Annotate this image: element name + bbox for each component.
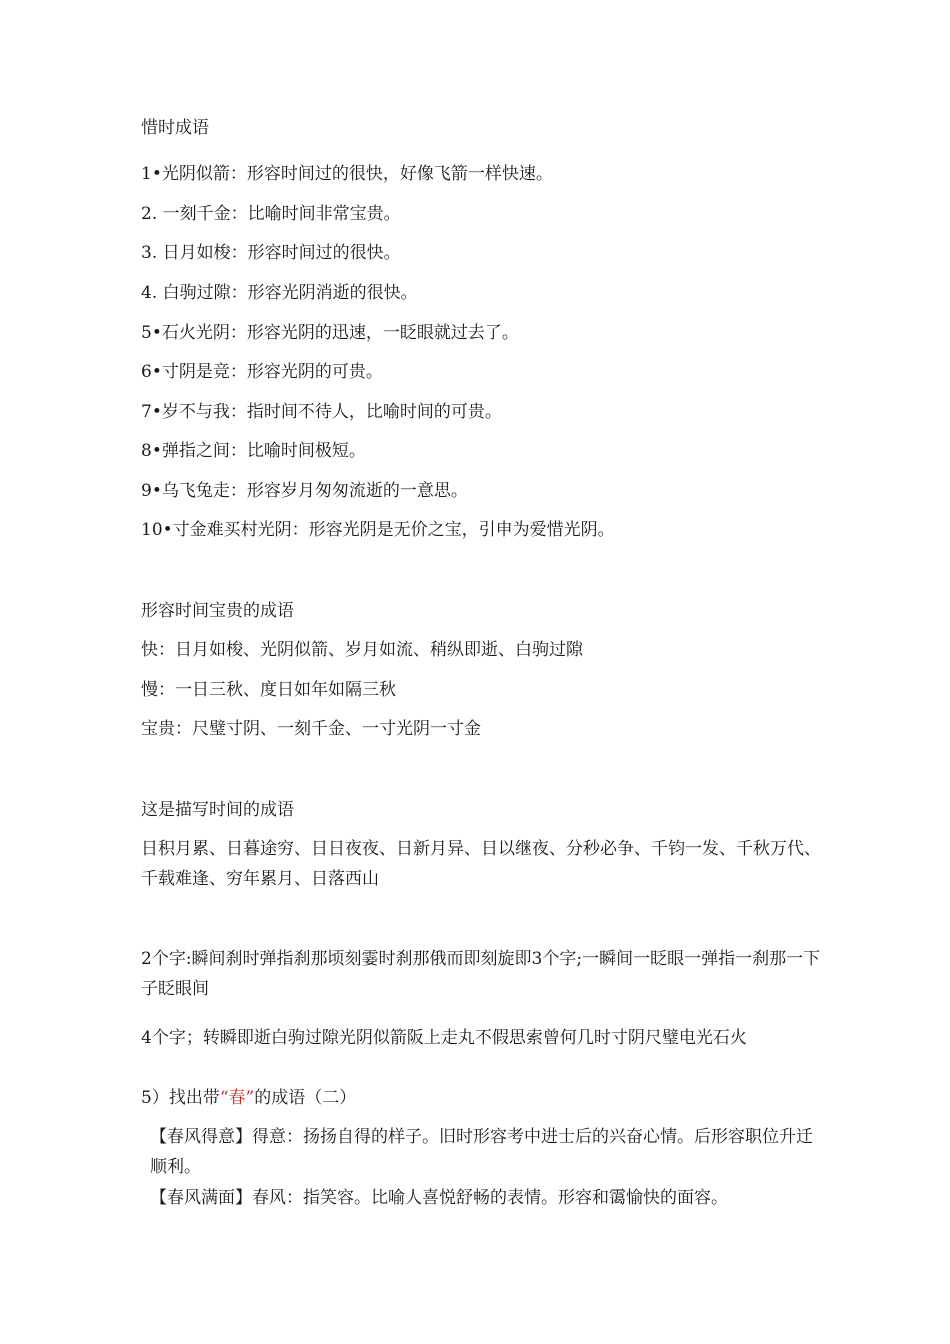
list-item: 5•石火光阴：形容光阴的迅速，一眨眼就过去了。 xyxy=(141,323,519,343)
section-title-describe-time: 这是描写时间的成语 xyxy=(141,800,294,820)
list-item: 快：日月如梭、光阴似箭、岁月如流、稍纵即逝、白驹过隙 xyxy=(141,640,583,660)
list-item: 8•弹指之间：比喻时间极短。 xyxy=(141,441,366,461)
word-list-paragraph: 2个字:瞬间刹时弹指刹那顷刻霎时刹那俄而即刻旋即3个字;一瞬间一眨眼一弹指一刹那一下子眨眼间 xyxy=(141,949,821,999)
section-title-spring-idioms xyxy=(141,1085,821,1111)
word-list-paragraph: 4个字；转瞬即逝白驹过隙光阴似箭阪上走丸不假思索曾何几时寸阴尺璧电光石火 xyxy=(141,1028,747,1048)
list-item: 9•乌飞兔走：形容岁月匆匆流逝的一意思。 xyxy=(141,481,468,501)
list-item: 慢：一日三秋、度日如年如隔三秋 xyxy=(141,680,396,700)
list-item: 10•寸金难买村光阴：形容光阴是无价之宝，引申为爱惜光阴。 xyxy=(141,520,615,540)
highlight-word: “春” xyxy=(219,1088,255,1108)
title-suffix: 的成语（二） xyxy=(254,1088,357,1108)
section-title-precious-time: 形容时间宝贵的成语 xyxy=(141,601,294,621)
idiom-entry: 【春风得意】得意：扬扬自得的样子。旧时形容考中进士后的兴奋心情。后形容职位升迁顺利。 xyxy=(150,1127,813,1177)
title-prefix: 5）找出带 xyxy=(141,1088,220,1108)
idiom-paragraph: 日积月累、日暮途穷、日日夜夜、日新月异、日以继夜、分秒必争、千钧一发、千秋万代、千载难逢、穷年累月、日落西山 xyxy=(141,839,821,889)
list-item: 7•岁不与我：指时间不待人，比喻时间的可贵。 xyxy=(141,402,502,422)
list-item: 6•寸阴是竞：形容光阴的可贵。 xyxy=(141,362,383,382)
list-item: 3. 日月如梭：形容时间过的很快。 xyxy=(141,243,401,263)
list-item: 2. 一刻千金：比喻时间非常宝贵。 xyxy=(141,204,401,224)
idiom-entry: 【春风满面】春风：指笑容。比喻人喜悦舒畅的表情。形容和霭愉快的面容。 xyxy=(150,1188,728,1208)
list-item: 4. 白驹过隙：形容光阴消逝的很快。 xyxy=(141,283,418,303)
section-title-cherish-time: 惜时成语 xyxy=(141,118,209,138)
list-item: 宝贵：尺璧寸阴、一刻千金、一寸光阴一寸金 xyxy=(141,719,481,739)
list-item: 1•光阴似箭：形容时间过的很快，好像飞箭一样快速。 xyxy=(141,164,553,184)
